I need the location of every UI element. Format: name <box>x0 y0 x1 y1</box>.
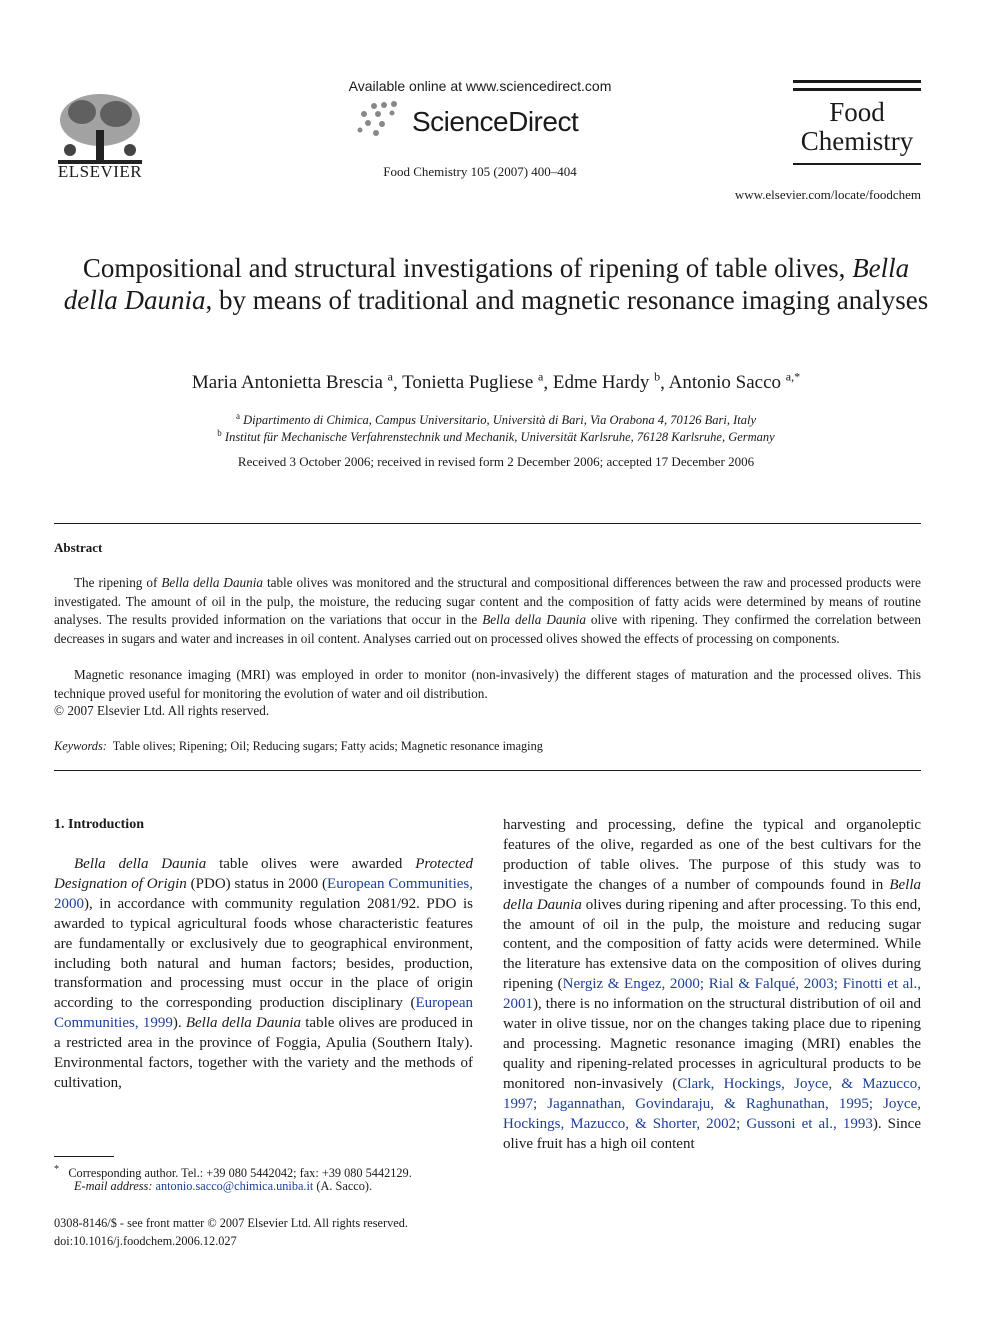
email-footnote: E-mail address: antonio.sacco@chimica.uniba.it (A. Sacco). <box>74 1179 373 1193</box>
keywords-label: Keywords: <box>54 739 107 753</box>
citation-link[interactable]: European Communities, 2000 <box>54 875 473 912</box>
journal-rule <box>793 88 921 91</box>
sciencedirect-brand: ScienceDirect <box>412 106 579 137</box>
citation-link[interactable]: European Communities, 1999 <box>54 995 473 1032</box>
journal-rule <box>793 80 921 83</box>
abstract-heading: Abstract <box>54 540 103 555</box>
author[interactable]: Maria Antonietta Brescia $^a$ <box>191 370 393 394</box>
doi-line[interactable]: doi:10.1016/j.foodchem.2006.12.027 <box>54 1234 237 1248</box>
received-dates: Received 3 October 2006; received in revised form 2 December 2006; accepted 17 December 2006 <box>237 454 755 469</box>
section-heading: 1. Introduction <box>54 817 144 832</box>
corresponding-author-footnote: * Corresponding author. Tel.: +39 080 5442042; fax: +39 080 5442129. <box>54 1164 412 1181</box>
front-matter <box>54 1214 408 1250</box>
title-italic: Bella della Daunia <box>63 253 910 315</box>
journal-title <box>793 98 921 156</box>
publisher-name: ELSEVIER <box>57 162 143 181</box>
available-online-text[interactable]: Available online at www.sciencedirect.com <box>348 78 612 94</box>
author[interactable]: Tonietta Pugliese $^a$ <box>402 370 544 394</box>
journal-title-line: Food <box>829 97 885 127</box>
journal-citation: Food Chemistry 105 (2007) 400–404 <box>383 164 577 179</box>
abstract-paragraph: Magnetic resonance imaging (MRI) was employed in order to monitor (non-invasively) the different stages of maturation and the processed olives. This technique proved useful for monitoring the evolution of water and oil distribution. <box>54 667 921 701</box>
journal-url-link[interactable]: www.elsevier.com/locate/foodchem <box>734 187 921 202</box>
keywords-list: Table olives; Ripening; Oil; Reducing sugars; Fatty acids; Magnetic resonance imaging <box>112 739 543 753</box>
citation-link[interactable]: Clark, Hockings, Joyce, & Mazucco, 1997; Jagannathan, Govindaraju, & Raghunathan, 1995; Joyce, Hockings, Mazucco, & Shorter, 2002; Gussoni et al., 1993 <box>503 1075 921 1132</box>
affiliation: $^b$ Institut für Mechanische Verfahrenstechnik und Mechanik, Universität Karlsruhe, 76128 Karlsruhe, Germany <box>217 428 775 445</box>
citation-link[interactable]: Nergiz & Engez, 2000; Rial & Falqué, 2003; Finotti et al., 2001 <box>503 976 921 1013</box>
journal-title-line: Chemistry <box>800 126 914 156</box>
author-list: Maria Antonietta Brescia $^a$, Tonietta Pugliese $^a$, Edme Hardy $^b$, Antonio Sacco $^{a,*}$ <box>191 370 801 394</box>
section-divider <box>54 523 921 524</box>
keywords <box>54 739 543 754</box>
issn-line: 0308-8146/$ - see front matter © 2007 Elsevier Ltd. All rights reserved. <box>54 1216 408 1230</box>
affiliation: $^a$ Dipartimento di Chimica, Campus Universitario, Università di Bari, Via Orabona 4, 70126 Bari, Italy <box>235 411 757 428</box>
author[interactable]: Antonio Sacco $^{a,*}$ <box>668 370 801 394</box>
footnote-rule <box>54 1156 114 1157</box>
section-divider <box>54 770 921 771</box>
copyright-notice: © 2007 Elsevier Ltd. All rights reserved. <box>54 703 270 718</box>
abstract-paragraph: The ripening of Bella della Daunia table olives was monitored and the structural and compositional differences between the raw and processed products were investigated. The amount of oil in the pulp, the moisture, the reducing sugar content and the composition of fatty acids were determined by means of routine analyses. The results provided information on the variations that occur in the Bella della Daunia olive with ripening. They confirmed the correlation between decreases in sugars and water and increases in oil content. Analyses carried out on processed olives showed the effects of processing on components. <box>54 575 922 646</box>
journal-rule <box>793 163 921 165</box>
title-text: , by means of traditional and magnetic resonance imaging analyses <box>205 285 929 315</box>
email-link[interactable]: antonio.sacco@chimica.uniba.it <box>155 1179 314 1193</box>
intro-column-right: harvesting and processing, define the typical and organoleptic features of the olive, regarded as one of the best cultivars for the production of table olives. The purpose of this study was to investigate the changes of a number of compounds found in Bella della Daunia olives during ripening and after processing. To this end, the amount of oil in the pulp, the moisture and reducing sugar content, and the composition of fatty acids were determined. While the literature has extensive data on the composition of olives during ripening (Nergiz & Engez, 2000; Rial & Falqué, 2003; Finotti et al., 2001), there is no information on the structural distribution of oil and water in olive tissue, nor on the changes taking place due to ripening and processing. Magnetic resonance imaging (MRI) enables the quality and ripening-related processes in agricultural products to be monitored non-invasively (Clark, Hockings, Joyce, & Mazucco, 1997; Jagannathan, Govindaraju, & Raghunathan, 1995; Joyce, Hockings, Mazucco, & Shorter, 2002; Gussoni et al., 1993). Since olive fruit has a high oil content <box>503 817 921 1152</box>
article-title <box>60 252 932 316</box>
intro-column-left: Bella della Daunia table olives were awarded Protected Designation of Origin (PDO) status in 2000 (European Communities, 2000), in accordance with community regulation 2081/92. PDO is awarded to typical agricultural foods whose characteristic features are fundamentally or exclusively due to geographical environment, including both natural and human factors; besides, production, transformation and processing must occur in the place of origin according to the corresponding production disciplinary (European Communities, 1999). Bella della Daunia table olives are produced in a restricted area in the province of Foggia, Apulia (Southern Italy). Environmental factors, together with the variety and the methods of cultivation, <box>54 856 474 1091</box>
author[interactable]: Edme Hardy $^b$ <box>552 370 661 394</box>
title-text: Compositional and structural investigations of ripening of table olives, <box>82 253 846 283</box>
